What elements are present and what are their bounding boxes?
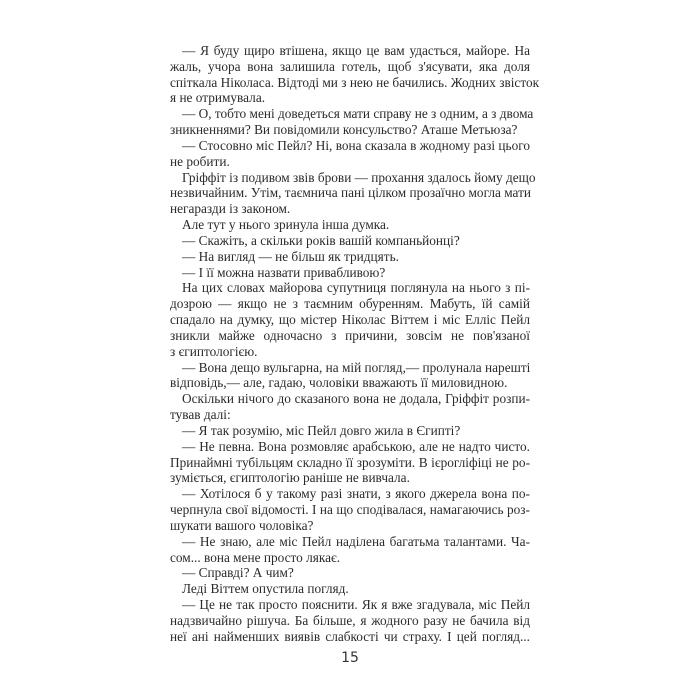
text-line: відповідь,— але, гадаю, чоловіки вважають її миловидною. (170, 375, 508, 391)
text-line: спіткала Ніколаса. Відтоді ми з нею не бачились. Жодних звісток (170, 74, 540, 90)
text-line: зникненнями? Ви повідомили консульство? Аташе Метьюза? (170, 122, 518, 138)
text-line: — Скажіть, а скільки років вашій компаньйонці? (182, 232, 460, 248)
text-line: тував далі: (170, 407, 231, 423)
text-line: надзвичайно рішуча. Ба більше, я жодного разу не бачила від (170, 612, 530, 628)
text-line: — Не певна. Вона розмовляє арабською, але не надто чисто. (182, 438, 530, 454)
text-line: шукати вашого чоловіка? (170, 517, 314, 533)
text-line: я не отримувала. (170, 90, 266, 106)
text-line: — Не знаю, але міс Пейл наділена багатьма талантами. Ча- (182, 533, 530, 549)
text-line: Принаймні тубільцям складно її зрозуміти. В ієрогліфіці не ро- (170, 454, 530, 470)
text-line: — О, тобто мені доведеться мати справу не з одним, а з двома (182, 106, 534, 122)
text-line: — Стосовно міс Пейл? Ні, вона сказала в жодному разі цього (182, 137, 530, 153)
text-line: неї ані найменших виявів слабкості чи страху. І цей погляд... (170, 628, 530, 644)
text-line: черпнула свої відомості. І на що сподівалася, намагаючись роз- (170, 502, 530, 518)
text-line: не робити. (170, 153, 230, 169)
text-line: незвичайним. Утім, таємнича пані цілком прозаїчно могла мати (170, 185, 532, 201)
text-line: Леді Віттем опустила погляд. (182, 581, 349, 597)
text-line: Але тут у нього зринула інша думка. (182, 217, 390, 233)
text-line: спадало на думку, що містер Ніколас Віттем і міс Елліс Пейл (170, 312, 530, 328)
text-line: зуміється, єгиптологію раніше не вивчала. (170, 470, 410, 486)
page-number: 15 (341, 650, 359, 666)
text-line: Гріффіт із подивом звів брови — прохання здалось йому дещо (182, 169, 536, 185)
text-line: — Я буду щиро втішена, якщо це вам удасться, майоре. На (182, 43, 530, 58)
text-line: — Це не так просто пояснити. Як я вже згадувала, міс Пейл (182, 596, 530, 612)
text-line: сом... вона мене просто лякає. (170, 549, 341, 565)
text-line: — Вона дещо вульгарна, на мій погляд,— пролунала нарешті (182, 359, 531, 375)
text-line: негаразди із законом. (170, 201, 291, 217)
text-line: дозрою — якщо не з таємним обуренням. Мабуть, їй самій (170, 296, 530, 312)
text-line: жаль, учора вона залишила готель, щоб з'ясувати, яка доля (170, 58, 530, 74)
text-line: — І її можна назвати привабливою? (182, 264, 386, 280)
text-line: — Справді? А чим? (182, 565, 294, 581)
text-line: — Хотілося б у такому разі знати, з якого джерела вона по- (182, 486, 530, 502)
text-line: — Я так розумію, міс Пейл довго жила в Єгипті? (182, 422, 461, 438)
text-line: — На вигляд — не більш як тридцять. (182, 248, 399, 264)
text-line: з єгиптологією. (170, 343, 258, 359)
text-line: зникли майже одночасно з причини, зовсім не пов'язаної (170, 327, 530, 343)
text-line: На цих словах майорова супутниця поглянула на нього з пі- (182, 280, 530, 296)
text-line: Оскільки нічого до сказаного вона не додала, Гріффіт розпи- (182, 391, 530, 407)
page-body-text (170, 43, 540, 644)
